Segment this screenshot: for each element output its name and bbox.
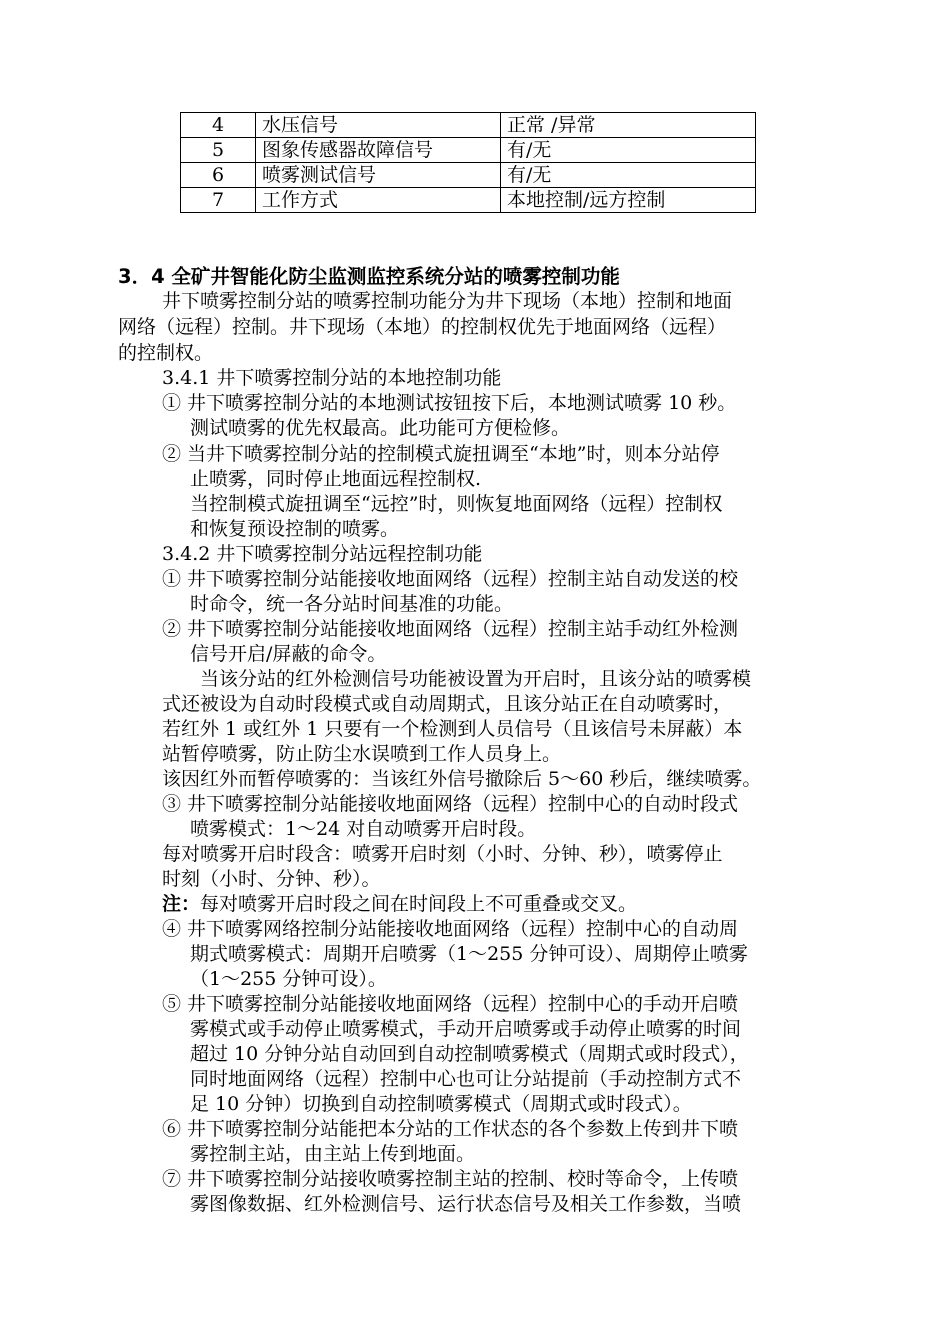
list-item-continuation: 足 10 分钟）切换到自动控制喷雾模式（周期式或时段式）。 [190, 1093, 692, 1115]
paragraph-line: 该因红外而暂停喷雾的：当该红外信号撤除后 5～60 秒后，继续喷雾。 [162, 768, 762, 790]
list-item: ③ 井下喷雾控制分站能接收地面网络（远程）控制中心的自动时段式 [162, 793, 739, 815]
signal-value: 正常 /异常 [501, 113, 756, 138]
paragraph-line: 网络（远程）控制。井下现场（本地）的控制权优先于地面网络（远程） [118, 316, 727, 338]
paragraph-line: 时刻（小时、分钟、秒）。 [162, 868, 381, 890]
table-row [181, 163, 756, 188]
signal-value: 本地控制/远方控制 [501, 188, 756, 213]
paragraph-line: 每对喷雾开启时段含：喷雾开启时刻（小时、分钟、秒），喷雾停止 [162, 843, 723, 865]
list-item-continuation: 和恢复预设控制的喷雾。 [190, 518, 400, 540]
note-line [162, 892, 637, 917]
list-item-continuation: 时命令，统一各分站时间基准的功能。 [190, 593, 514, 615]
list-item-continuation: 同时地面网络（远程）控制中心也可让分站提前（手动控制方式不 [190, 1068, 742, 1090]
list-item: ② 井下喷雾控制分站能接收地面网络（远程）控制主站手动红外检测 [162, 618, 739, 640]
list-item-continuation: 超过 10 分钟分站自动回到自动控制喷雾模式（周期式或时段式）， [190, 1043, 749, 1065]
list-item: ⑤ 井下喷雾控制分站能接收地面网络（远程）控制中心的手动开启喷 [162, 993, 739, 1015]
list-item-continuation: 雾模式或手动停止喷雾模式，手动开启喷雾或手动停止喷雾的时间 [190, 1018, 742, 1040]
subsection-heading: 3.4.1 井下喷雾控制分站的本地控制功能 [162, 367, 502, 389]
table-row [181, 138, 756, 163]
signal-value: 有/无 [501, 163, 756, 188]
subsection-heading: 3.4.2 井下喷雾控制分站远程控制功能 [162, 543, 483, 565]
list-item: ⑥ 井下喷雾控制分站能把本分站的工作状态的各个参数上传到井下喷 [162, 1118, 739, 1140]
list-item: ④ 井下喷雾网络控制分站能接收地面网络（远程）控制中心的自动周 [162, 918, 739, 940]
row-number: 7 [181, 188, 256, 213]
paragraph-line: 若红外 1 或红外 1 只要有一个检测到人员信号（且该信号未屏蔽）本 [162, 718, 743, 740]
list-item-continuation: 雾控制主站，由主站上传到地面。 [190, 1143, 476, 1165]
list-item-continuation: 信号开启/屏蔽的命令。 [190, 643, 387, 665]
note-text: 每对喷雾开启时段之间在时间段上不可重叠或交叉。 [200, 893, 638, 915]
signal-name: 喷雾测试信号 [256, 163, 501, 188]
signal-value: 有/无 [501, 138, 756, 163]
note-label: 注： [162, 893, 201, 915]
paragraph-line: 当该分站的红外检测信号功能被设置为开启时，且该分站的喷雾模 [200, 668, 752, 690]
list-item-continuation: 止喷雾，同时停止地面远程控制权. [190, 468, 482, 490]
signal-name: 图象传感器故障信号 [256, 138, 501, 163]
paragraph-line: 式还被设为自动时段模式或自动周期式，且该分站正在自动喷雾时， [162, 693, 733, 715]
table-row [181, 188, 756, 213]
list-item-continuation: （1～255 分钟可设）。 [190, 968, 387, 990]
list-item-continuation: 雾图像数据、红外检测信号、运行状态信号及相关工作参数，当喷 [190, 1193, 742, 1215]
signal-table [180, 112, 756, 213]
table-row [181, 113, 756, 138]
section-heading: 3．4 全矿井智能化防尘监测监控系统分站的喷雾控制功能 [118, 265, 620, 288]
row-number: 4 [181, 113, 256, 138]
list-item: ① 井下喷雾控制分站能接收地面网络（远程）控制主站自动发送的校 [162, 568, 739, 590]
signal-name: 水压信号 [256, 113, 501, 138]
list-item-continuation: 期式喷雾模式：周期开启喷雾（1～255 分钟可设）、周期停止喷雾 [190, 943, 748, 965]
paragraph-line: 的控制权。 [118, 342, 214, 364]
row-number: 5 [181, 138, 256, 163]
signal-name: 工作方式 [256, 188, 501, 213]
paragraph-line: 站暂停喷雾，防止防尘水误喷到工作人员身上。 [162, 743, 562, 765]
list-item-continuation: 喷雾模式：1～24 对自动喷雾开启时段。 [190, 818, 537, 840]
list-item: ② 当井下喷雾控制分站的控制模式旋扭调至“本地”时，则本分站停 [162, 443, 720, 465]
list-item: ⑦ 井下喷雾控制分站接收喷雾控制主站的控制、校时等命令，上传喷 [162, 1168, 739, 1190]
paragraph-line: 井下喷雾控制分站的喷雾控制功能分为井下现场（本地）控制和地面 [162, 290, 733, 312]
list-item: ① 井下喷雾控制分站的本地测试按钮按下后，本地测试喷雾 10 秒。 [162, 392, 737, 414]
list-item-continuation: 当控制模式旋扭调至“远控”时，则恢复地面网络（远程）控制权 [190, 493, 723, 515]
row-number: 6 [181, 163, 256, 188]
list-item-continuation: 测试喷雾的优先权最高。此功能可方便检修。 [190, 417, 571, 439]
